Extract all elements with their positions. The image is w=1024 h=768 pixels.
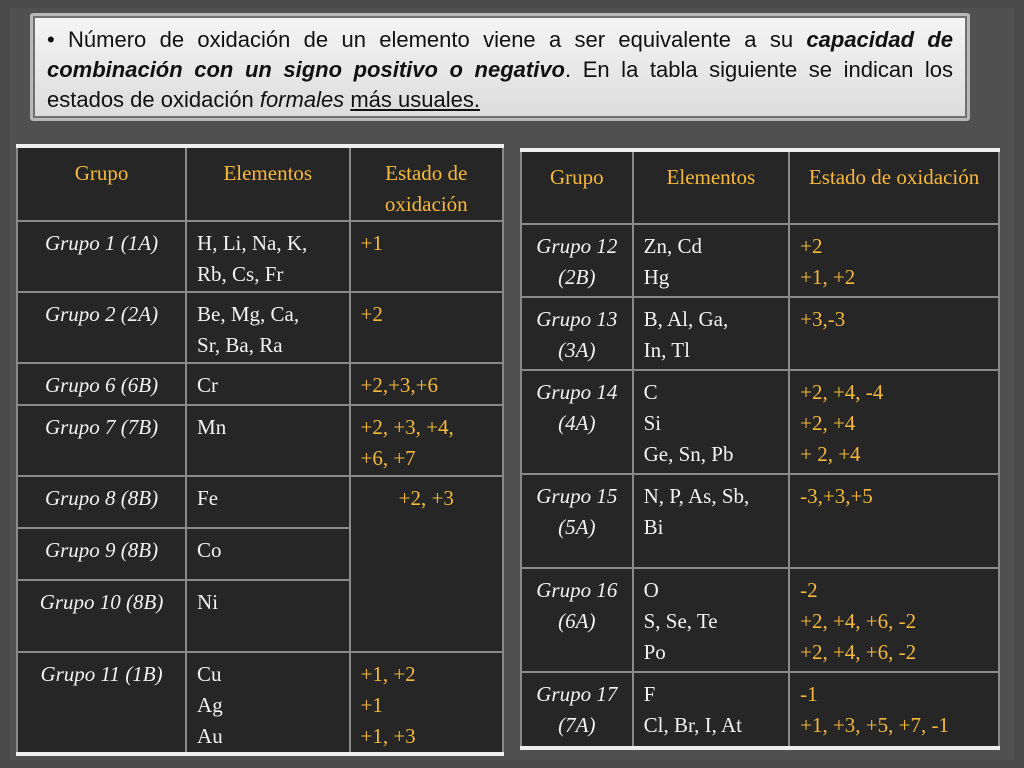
elements-cell: Cu Ag Au bbox=[186, 652, 349, 754]
group-cell: Grupo 14 (4A) bbox=[521, 370, 633, 474]
table-row bbox=[521, 297, 999, 370]
group-cell: Grupo 10 (8B) bbox=[17, 580, 186, 652]
elements-cell: H, Li, Na, K, Rb, Cs, Fr bbox=[186, 221, 349, 292]
intro-text-emphasis: capacidad de combinación con un signo positivo o negativo bbox=[47, 27, 954, 82]
oxidation-state-cell: +2, +3, +4, +6, +7 bbox=[350, 405, 504, 476]
oxidation-state-cell: +2,+3,+6 bbox=[350, 363, 504, 405]
oxidation-state-cell: -2 +2, +4, +6, -2 +2, +4, +6, -2 bbox=[789, 568, 999, 672]
oxidation-table-right bbox=[520, 148, 1000, 750]
elements-cell: Be, Mg, Ca, Sr, Ba, Ra bbox=[186, 292, 349, 363]
oxidation-table-left bbox=[16, 144, 504, 756]
table-header-row bbox=[521, 150, 999, 224]
table-row bbox=[17, 405, 503, 476]
header-elements: Elementos bbox=[633, 150, 790, 224]
table-row bbox=[521, 672, 999, 748]
elements-cell: F Cl, Br, I, At bbox=[633, 672, 790, 748]
group-cell: Grupo 11 (1B) bbox=[17, 652, 186, 754]
table-row bbox=[521, 568, 999, 672]
group-cell: Grupo 13 (3A) bbox=[521, 297, 633, 370]
table-row bbox=[17, 652, 503, 754]
header-group: Grupo bbox=[17, 146, 186, 221]
table-row bbox=[521, 474, 999, 568]
elements-cell: Mn bbox=[186, 405, 349, 476]
header-elements: Elementos bbox=[186, 146, 349, 221]
intro-text-underlined: más usuales. bbox=[350, 87, 480, 112]
table-row bbox=[17, 476, 503, 528]
table-row bbox=[17, 221, 503, 292]
group-cell: Grupo 2 (2A) bbox=[17, 292, 186, 363]
elements-cell: O S, Se, Te Po bbox=[633, 568, 790, 672]
group-cell: Grupo 17 (7A) bbox=[521, 672, 633, 748]
oxidation-state-cell: +2, +4, -4 +2, +4 + 2, +4 bbox=[789, 370, 999, 474]
intro-text-part2: . En la tabla siguiente se indican los estados de oxidación bbox=[47, 57, 954, 112]
elements-cell: Fe bbox=[186, 476, 349, 528]
table-row bbox=[17, 363, 503, 405]
elements-cell: C Si Ge, Sn, Pb bbox=[633, 370, 790, 474]
group-cell: Grupo 16 (6A) bbox=[521, 568, 633, 672]
elements-cell: Zn, Cd Hg bbox=[633, 224, 790, 297]
table-header-row bbox=[17, 146, 503, 221]
intro-text-part1: Número de oxidación de un elemento viene a ser equivalente a su bbox=[68, 27, 807, 52]
oxidation-state-cell: +2 bbox=[350, 292, 504, 363]
group-cell: Grupo 1 (1A) bbox=[17, 221, 186, 292]
table-row bbox=[521, 370, 999, 474]
header-group: Grupo bbox=[521, 150, 633, 224]
oxidation-state-cell: +1, +2 +1 +1, +3 bbox=[350, 652, 504, 754]
oxidation-state-cell: +1 bbox=[350, 221, 504, 292]
elements-cell: B, Al, Ga, In, Tl bbox=[633, 297, 790, 370]
intro-text-box: • Número de oxidación de un elemento viene a ser equivalente a su capacidad de combinación con un signo positivo o negativo. En la tabla siguiente se indican los estados de oxidación formales más usuales. bbox=[30, 13, 970, 121]
group-cell: Grupo 6 (6B) bbox=[17, 363, 186, 405]
oxidation-state-cell: -3,+3,+5 bbox=[789, 474, 999, 568]
elements-cell: Co bbox=[186, 528, 349, 580]
table-row bbox=[17, 292, 503, 363]
group-cell: Grupo 9 (8B) bbox=[17, 528, 186, 580]
group-cell: Grupo 12 (2B) bbox=[521, 224, 633, 297]
oxidation-state-cell: +2 +1, +2 bbox=[789, 224, 999, 297]
elements-cell: N, P, As, Sb, Bi bbox=[633, 474, 790, 568]
header-state: Estado de oxidación bbox=[350, 146, 504, 221]
group-cell: Grupo 8 (8B) bbox=[17, 476, 186, 528]
elements-cell: Ni bbox=[186, 580, 349, 652]
group-cell: Grupo 15 (5A) bbox=[521, 474, 633, 568]
intro-text-italic: formales bbox=[259, 87, 345, 112]
oxidation-state-cell: -1 +1, +3, +5, +7, -1 bbox=[789, 672, 999, 748]
group-cell: Grupo 7 (7B) bbox=[17, 405, 186, 476]
table-row bbox=[521, 224, 999, 297]
elements-cell: Cr bbox=[186, 363, 349, 405]
header-state: Estado de oxidación bbox=[789, 150, 999, 224]
oxidation-state-cell: +3,-3 bbox=[789, 297, 999, 370]
oxidation-state-cell-merged: +2, +3 bbox=[350, 476, 504, 652]
